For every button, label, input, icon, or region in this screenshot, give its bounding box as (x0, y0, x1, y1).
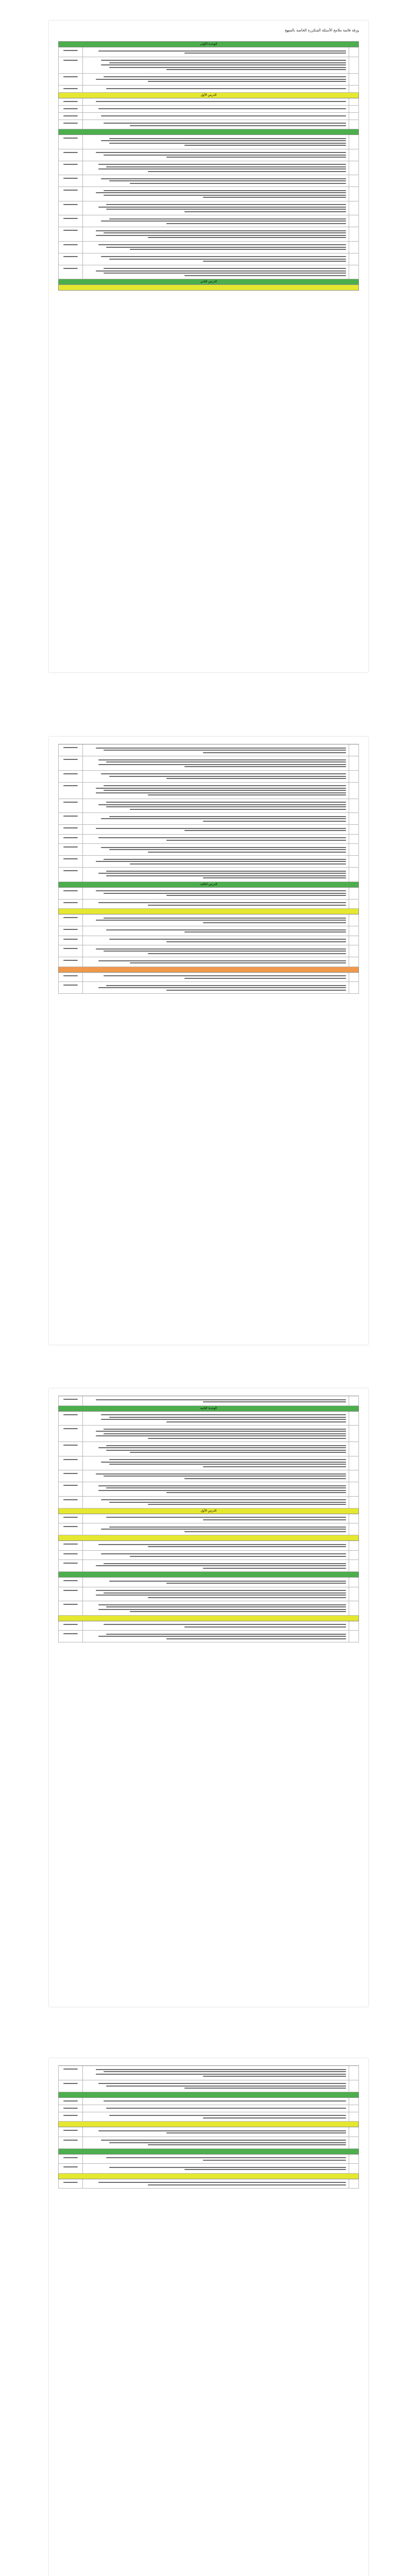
reference-cell (59, 253, 83, 265)
table-row (58, 149, 359, 161)
row-number-cell (349, 982, 358, 993)
row-number-cell (349, 945, 358, 957)
question-text-cell (83, 1442, 349, 1456)
row-number-cell (349, 74, 358, 85)
table-row (58, 242, 359, 253)
row-number-cell (349, 957, 358, 967)
section-header: الدرس الثاني (58, 279, 359, 285)
table-row (58, 835, 359, 844)
reference-cell (59, 926, 83, 936)
reference-cell (59, 215, 83, 227)
question-text-cell (83, 2179, 349, 2189)
reference-cell (59, 57, 83, 73)
question-text-cell (83, 1396, 349, 1405)
reference-cell (59, 825, 83, 834)
table-row (58, 215, 359, 227)
question-text-cell (83, 57, 349, 73)
reference-cell (59, 242, 83, 253)
question-text-cell (83, 982, 349, 993)
table-row (58, 1497, 359, 1509)
reference-cell (59, 120, 83, 129)
question-text-cell (83, 253, 349, 265)
row-number-cell (349, 1587, 358, 1601)
table-row (58, 2105, 359, 2112)
reference-cell (59, 1426, 83, 1442)
question-text-cell (83, 1551, 349, 1560)
row-number-cell (349, 2105, 358, 2112)
question-text-cell (83, 2127, 349, 2137)
row-number-cell (349, 844, 358, 855)
reference-cell (59, 2080, 83, 2092)
table-row (58, 2164, 359, 2174)
question-text-cell (83, 1523, 349, 1535)
document-page-4 (49, 2058, 368, 2576)
row-number-cell (349, 2179, 358, 2189)
row-number-cell (349, 835, 358, 844)
row-number-cell (349, 900, 358, 909)
reference-cell (59, 1541, 83, 1550)
row-number-cell (349, 106, 358, 112)
table-row (58, 1456, 359, 1471)
reference-cell (59, 187, 83, 201)
row-number-cell (349, 1412, 358, 1426)
question-text-cell (83, 835, 349, 844)
reference-cell (59, 2105, 83, 2112)
reference-cell (59, 813, 83, 824)
section-header: الدرس الأول (58, 1509, 359, 1514)
section-header (58, 2092, 359, 2098)
row-number-cell (349, 1551, 358, 1560)
reference-cell (59, 844, 83, 855)
reference-cell (59, 783, 83, 799)
question-text-cell (83, 1497, 349, 1508)
table-row (58, 945, 359, 957)
question-text-cell (83, 242, 349, 253)
reference-cell (59, 982, 83, 993)
table-row (58, 227, 359, 242)
question-text-cell (83, 98, 349, 105)
question-text-cell (83, 47, 349, 57)
questions-table (58, 1396, 359, 1642)
row-number-cell (349, 1470, 358, 1482)
question-text-cell (83, 161, 349, 175)
table-row (58, 1631, 359, 1642)
section-header (58, 2174, 359, 2179)
section-header (58, 285, 359, 291)
row-number-cell (349, 771, 358, 782)
row-number-cell (349, 868, 358, 882)
table-row (58, 1621, 359, 1631)
question-text-cell (83, 771, 349, 782)
question-text-cell (83, 957, 349, 967)
reference-cell (59, 1578, 83, 1587)
row-number-cell (349, 936, 358, 945)
table-row (58, 175, 359, 187)
table-row (58, 1412, 359, 1426)
section-header (58, 1535, 359, 1541)
question-text-cell (83, 888, 349, 899)
table-row (58, 47, 359, 57)
table-row (58, 2098, 359, 2105)
question-text-cell (83, 1560, 349, 1571)
reference-cell (59, 2066, 83, 2080)
question-text-cell (83, 2155, 349, 2164)
row-number-cell (349, 253, 358, 265)
table-row (58, 1514, 359, 1524)
table-row (58, 74, 359, 86)
reference-cell (59, 201, 83, 215)
reference-cell (59, 1470, 83, 1482)
row-number-cell (349, 973, 358, 982)
table-row (58, 771, 359, 783)
section-header (58, 967, 359, 973)
question-text-cell (83, 936, 349, 945)
reference-cell (59, 161, 83, 175)
table-row (58, 113, 359, 120)
question-text-cell (83, 1412, 349, 1426)
reference-cell (59, 2098, 83, 2105)
table-row (58, 799, 359, 814)
section-header (58, 1572, 359, 1578)
table-row (58, 187, 359, 201)
section-header: الوحدة الأولى (58, 41, 359, 47)
document-title: ورقة قائمة ملامح الأسئلة المتكررة الخاصة بالمنهج (284, 28, 359, 32)
row-number-cell (349, 888, 358, 899)
question-text-cell (83, 1601, 349, 1615)
document-page-1 (49, 21, 368, 672)
question-text-cell (83, 1514, 349, 1523)
table-row (58, 868, 359, 882)
table-row (58, 106, 359, 113)
reference-cell (59, 900, 83, 909)
row-number-cell (349, 1482, 358, 1496)
row-number-cell (349, 2066, 358, 2080)
question-text-cell (83, 1482, 349, 1496)
questions-table (58, 2065, 359, 2189)
table-row (58, 2155, 359, 2164)
row-number-cell (349, 161, 358, 175)
row-number-cell (349, 227, 358, 241)
row-number-cell (349, 57, 358, 73)
question-text-cell (83, 74, 349, 85)
question-text-cell (83, 120, 349, 129)
question-text-cell (83, 1578, 349, 1587)
reference-cell (59, 1587, 83, 1601)
row-number-cell (349, 1426, 358, 1442)
row-number-cell (349, 135, 358, 149)
reference-cell (59, 1396, 83, 1405)
table-row (58, 982, 359, 994)
table-row (58, 888, 359, 900)
reference-cell (59, 1412, 83, 1426)
row-number-cell (349, 1514, 358, 1523)
question-text-cell (83, 1587, 349, 1601)
table-row (58, 813, 359, 825)
reference-cell (59, 1456, 83, 1470)
row-number-cell (349, 242, 358, 253)
question-text-cell (83, 2105, 349, 2112)
question-text-cell (83, 945, 349, 957)
row-number-cell (349, 2155, 358, 2164)
table-row (58, 1426, 359, 1442)
reference-cell (59, 175, 83, 187)
row-number-cell (349, 856, 358, 867)
reference-cell (59, 856, 83, 867)
table-row (58, 1587, 359, 1602)
question-text-cell (83, 1541, 349, 1550)
reference-cell (59, 2112, 83, 2122)
table-row (58, 2137, 359, 2149)
row-number-cell (349, 2137, 358, 2148)
question-text-cell (83, 2137, 349, 2148)
reference-cell (59, 799, 83, 813)
reference-cell (59, 771, 83, 782)
table-row (58, 856, 359, 868)
reference-cell (59, 835, 83, 844)
reference-cell (59, 1497, 83, 1508)
question-text-cell (83, 86, 349, 92)
row-number-cell (349, 926, 358, 936)
question-text-cell (83, 973, 349, 982)
question-text-cell (83, 135, 349, 149)
question-text-cell (83, 265, 349, 279)
table-row (58, 2065, 359, 2080)
table-row (58, 86, 359, 93)
questions-table (58, 744, 359, 994)
reference-cell (59, 86, 83, 92)
row-number-cell (349, 47, 358, 57)
reference-cell (59, 744, 83, 756)
row-number-cell (349, 98, 358, 105)
table-row (58, 844, 359, 856)
reference-cell (59, 2155, 83, 2164)
question-text-cell (83, 914, 349, 926)
table-row (58, 120, 359, 130)
table-row (58, 161, 359, 176)
reference-cell (59, 106, 83, 112)
row-number-cell (349, 149, 358, 161)
question-text-cell (83, 227, 349, 241)
reference-cell (59, 957, 83, 967)
row-number-cell (349, 187, 358, 201)
questions-table (58, 41, 359, 291)
table-row (58, 926, 359, 936)
table-row (58, 1442, 359, 1456)
question-text-cell (83, 1631, 349, 1642)
section-header (58, 129, 359, 135)
section-header (58, 909, 359, 914)
question-text-cell (83, 201, 349, 215)
reference-cell (59, 2127, 83, 2137)
table-row (58, 973, 359, 982)
reference-cell (59, 973, 83, 982)
table-row (58, 57, 359, 74)
row-number-cell (349, 783, 358, 799)
row-number-cell (349, 2127, 358, 2137)
row-number-cell (349, 1456, 358, 1470)
question-text-cell (83, 799, 349, 813)
table-row (58, 783, 359, 799)
reference-cell (59, 888, 83, 899)
row-number-cell (349, 914, 358, 926)
row-number-cell (349, 1578, 358, 1587)
reference-cell (59, 1442, 83, 1456)
row-number-cell (349, 1601, 358, 1615)
table-row (58, 1470, 359, 1482)
reference-cell (59, 936, 83, 945)
reference-cell (59, 945, 83, 957)
row-number-cell (349, 799, 358, 813)
table-row (58, 201, 359, 216)
question-text-cell (83, 113, 349, 120)
table-row (58, 1541, 359, 1551)
question-text-cell (83, 2164, 349, 2173)
question-text-cell (83, 149, 349, 161)
question-text-cell (83, 756, 349, 770)
section-header (58, 2149, 359, 2155)
row-number-cell (349, 1541, 358, 1550)
question-text-cell (83, 744, 349, 756)
reference-cell (59, 1523, 83, 1535)
table-row (58, 1482, 359, 1497)
question-text-cell (83, 1621, 349, 1631)
reference-cell (59, 756, 83, 770)
table-row (58, 957, 359, 967)
row-number-cell (349, 1523, 358, 1535)
section-header: الدرس الأول (58, 93, 359, 98)
reference-cell (59, 914, 83, 926)
reference-cell (59, 74, 83, 85)
reference-cell (59, 227, 83, 241)
question-text-cell (83, 2080, 349, 2092)
table-row (58, 1396, 359, 1406)
table-row (58, 1578, 359, 1587)
reference-cell (59, 113, 83, 120)
table-row (58, 253, 359, 265)
question-text-cell (83, 900, 349, 909)
row-number-cell (349, 175, 358, 187)
question-text-cell (83, 1426, 349, 1442)
table-row (58, 2179, 359, 2189)
reference-cell (59, 1621, 83, 1631)
question-text-cell (83, 175, 349, 187)
question-text-cell (83, 215, 349, 227)
section-header (58, 1616, 359, 1621)
reference-cell (59, 868, 83, 882)
table-row (58, 135, 359, 149)
row-number-cell (349, 86, 358, 92)
row-number-cell (349, 1560, 358, 1571)
question-text-cell (83, 813, 349, 824)
table-row (58, 825, 359, 835)
reference-cell (59, 1514, 83, 1523)
section-header: الوحدة الثانية (58, 1406, 359, 1412)
section-header: الدرس الثالث (58, 882, 359, 888)
question-text-cell (83, 187, 349, 201)
row-number-cell (349, 2098, 358, 2105)
question-text-cell (83, 868, 349, 882)
document-page-3 (49, 1388, 368, 2007)
table-row (58, 2112, 359, 2122)
row-number-cell (349, 1497, 358, 1508)
row-number-cell (349, 1396, 358, 1405)
question-text-cell (83, 783, 349, 799)
question-text-cell (83, 926, 349, 936)
row-number-cell (349, 2112, 358, 2122)
table-row (58, 914, 359, 926)
question-text-cell (83, 844, 349, 855)
row-number-cell (349, 825, 358, 834)
reference-cell (59, 98, 83, 105)
table-row (58, 936, 359, 946)
row-number-cell (349, 744, 358, 756)
table-row (58, 744, 359, 756)
reference-cell (59, 1601, 83, 1615)
reference-cell (59, 2137, 83, 2148)
reference-cell (59, 2164, 83, 2173)
row-number-cell (349, 215, 358, 227)
row-number-cell (349, 1621, 358, 1631)
reference-cell (59, 1482, 83, 1496)
reference-cell (59, 1560, 83, 1571)
row-number-cell (349, 265, 358, 279)
question-text-cell (83, 2112, 349, 2122)
question-text-cell (83, 2098, 349, 2105)
question-text-cell (83, 1456, 349, 1470)
row-number-cell (349, 756, 358, 770)
question-text-cell (83, 2066, 349, 2080)
table-row (58, 98, 359, 106)
row-number-cell (349, 1442, 358, 1456)
question-text-cell (83, 106, 349, 112)
row-number-cell (349, 201, 358, 215)
row-number-cell (349, 2164, 358, 2173)
reference-cell (59, 149, 83, 161)
table-row (58, 1523, 359, 1535)
document-page-2 (49, 737, 368, 1345)
reference-cell (59, 265, 83, 279)
question-text-cell (83, 856, 349, 867)
table-row (58, 756, 359, 771)
table-row (58, 2080, 359, 2092)
reference-cell (59, 2179, 83, 2189)
table-row (58, 265, 359, 280)
row-number-cell (349, 1631, 358, 1642)
row-number-cell (349, 813, 358, 824)
question-text-cell (83, 1470, 349, 1482)
row-number-cell (349, 113, 358, 120)
reference-cell (59, 1631, 83, 1642)
table-row (58, 900, 359, 909)
table-row (58, 2127, 359, 2137)
reference-cell (59, 47, 83, 57)
question-text-cell (83, 825, 349, 834)
table-row (58, 1601, 359, 1616)
section-header (58, 2122, 359, 2127)
table-row (58, 1551, 359, 1561)
reference-cell (59, 1551, 83, 1560)
row-number-cell (349, 2080, 358, 2092)
row-number-cell (349, 120, 358, 129)
reference-cell (59, 135, 83, 149)
table-row (58, 1560, 359, 1572)
